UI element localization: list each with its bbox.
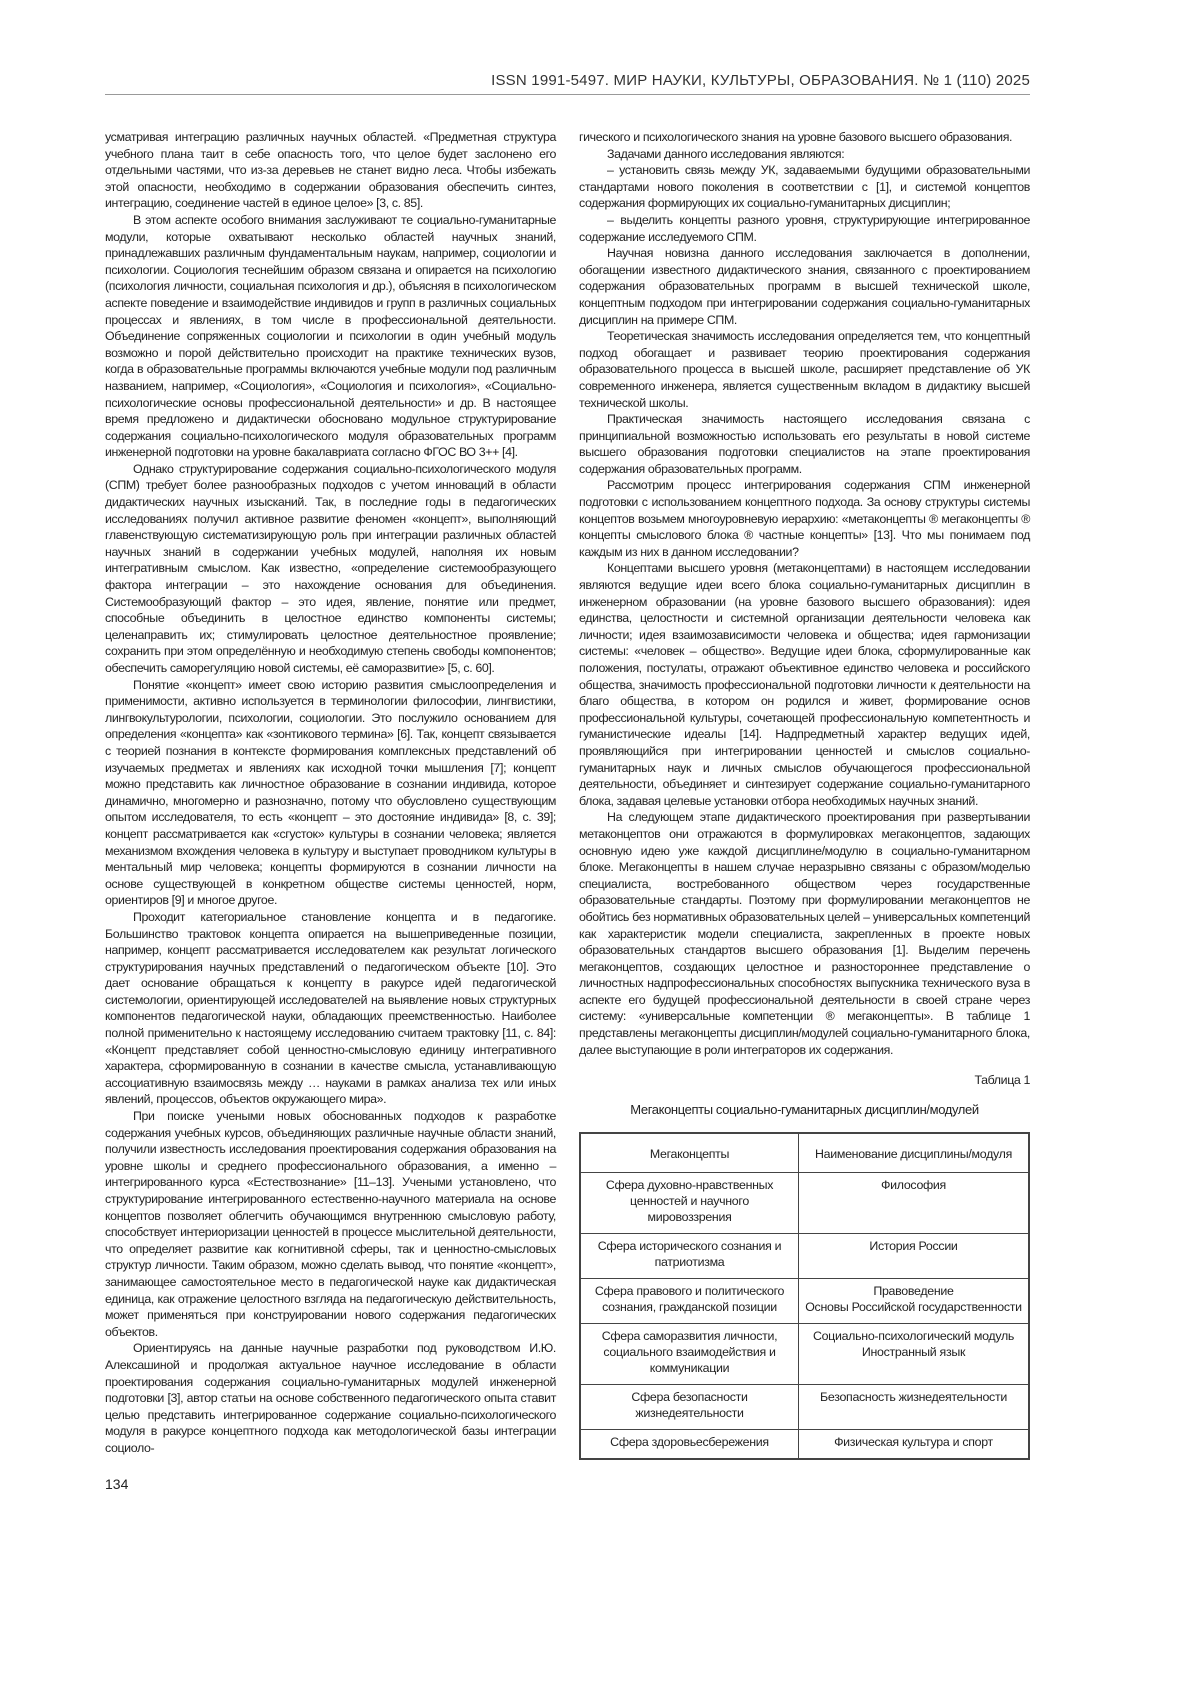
paragraph: На следующем этапе дидактического проектирования при развертывании метаконцептов они отражаются в формулировках мегаконцептов, задающих основную идею уже каждой дисциплине/модулю в социально-гуманитарном блоке. Мегаконцепты в нашем случае неразрывно связаны с образом/моделью специалиста, востребованного обществом через государственные образовательные стандарты. Поэтому при формулировании мегаконцептов не обойтись без нормативных образовательных целей – универсальных компетенций как характеристик модели специалиста, закрепленных в проекте новых образовательных стандартов высшего образования [1]. Выделим перечень мегаконцептов, создающих целостное и разностороннее представление о личностных надпрофессиональных способностях выпускника технического вуза в аспекте его будущей профессиональной деятельности в своей стране через систему: «универсальные компетенции ® мегаконцепты». В таблице 1 представлены мегаконцепты дисциплин/модулей социально-гуманитарного блока, далее выступающие в роли интеграторов их содержания. [579,809,1030,1058]
header-divider [105,94,1030,95]
paragraph: Рассмотрим процесс интегрирования содержания СПМ инженерной подготовки с использованием концептного подхода. За основу структуры системы концептов возьмем многоуровневую иерархию: «метаконцепты ® мегаконцепты ® концепты смыслового блока ® частные концепты» [13]. Что мы понимаем под каждым из них в данном исследовании? [579,477,1030,560]
discipline-name: Безопасность жизнедеятельности [805,1389,1022,1405]
page-number: 134 [105,1476,128,1492]
megaconcepts-table [579,1132,1030,1460]
table-header-cell: Наименование дисциплины/модуля [799,1133,1030,1173]
table-caption: Мегаконцепты социально-гуманитарных дисциплин/модулей [579,1102,1030,1119]
paragraph: Практическая значимость настоящего исследования связана с принципиальной возможностью использовать его результаты в новой системе высшего образования подготовки специалистов на этапе проектирования содержания образовательных программ. [579,411,1030,477]
journal-header: ISSN 1991-5497. МИР НАУКИ, КУЛЬТУРЫ, ОБРАЗОВАНИЯ. № 1 (110) 2025 [105,72,1030,89]
paragraph: Научная новизна данного исследования заключается в дополнении, обогащении известного дидактического знания, связанного с проектированием содержания образовательных программ в высшей технической школе, концептным подходом при интегрировании содержания социально-гуманитарных дисциплин на примере СПМ. [579,245,1030,328]
discipline-cell [799,1430,1030,1460]
table-row [580,1430,1029,1460]
megaconcept-cell: Сфера духовно-нравственных ценностей и научного мировоззрения [580,1173,799,1234]
discipline-name: Правоведение [805,1283,1022,1299]
paragraph: – установить связь между УК, задаваемыми будущими образовательными стандартами нового поколения в соответствии с [1], и системой концептов содержания формирующих их социально-гуманитарных дисциплин; [579,162,1030,212]
paragraph: Однако структурирование содержания социально-психологического модуля (СПМ) требует более разнообразных подходов с учетом инноваций в области дидактических научных изысканий. Так, в последние годы в педагогических исследованиях получил активное развитие феномен «концепт», выполняющий главенствующую систематизирующую роль при интеграции различных областей научных знаний в содержании учебных модулей, наполняя их новым интегративным смыслом. Как известно, «определение системообразующего фактора интеграции – это нахождение основания для объединения. Системообразующий фактор – это идея, явление, понятие или предмет, способные объединить в целостное единство компоненты системы; целенаправить их; стимулировать целостное деятельностное проявление; сохранить при этом определённую и необходимую степень свободы компонентов; обеспечить саморегуляцию новой системы, её саморазвитие» [5, с. 60]. [105,461,556,677]
megaconcept-cell: Сфера исторического сознания и патриотизма [580,1234,799,1279]
megaconcept-cell: Сфера саморазвития личности, социального взаимодействия и коммуникации [580,1324,799,1385]
paragraph: При поиске учеными новых обоснованных подходов к разработке содержания учебных курсов, объединяющих различные научные области знаний, получили известность исследования проектирования содержания образования на уровне школы и среднего профессионального образования, а именно – интегрированного курса «Естествознание» [11–13]. Учеными установлено, что структурирование интегрированного естественно-научного материала на основе концептов позволяет облегчить обучающимся внутреннюю смысловую работу, способствует интериоризации ценностей в процессе мыслительной деятельности, что определяет развитие как когнитивной сферы, так и ценностно-смысловых структур личности. Таким образом, можно сделать вывод, что понятие «концепт», занимающее самостоятельное место в педагогической науке как дидактическая единица, как отражение целостного взгляда на педагогическую действительность, может применяться при конструировании нового содержания педагогических объектов. [105,1108,556,1340]
paragraph: В этом аспекте особого внимания заслуживают те социально-гуманитарные модули, которые охватывают несколько областей научных знаний, принадлежавших различным фундаментальным наукам, например, социологии и психологии. Социология теснейшим образом связана и опирается на психологию (психология личности, социальная психология и др.), объясняя в психологическом аспекте поведение и взаимодействие индивидов и групп в различных социальных процессах и явлениях, в том числе в профессиональной деятельности. Объединение сопряженных социологии и психологии в один учебный модуль возможно и порой действительно происходит на практике технических вузов, когда в образовательные программы включаются учебные модули под различным названием, например, «Социология», «Социология и психология», «Социально-психологические основы профессиональной деятельности» и др. В настоящее время предложено и дидактически обосновано модульное структурирование содержания социально-психологического модуля образовательных программ инженерной подготовки на уровне бакалавриата согласно ФГОС ВО 3++ [4]. [105,212,556,461]
discipline-name: История России [805,1238,1022,1254]
discipline-name: Социально-психологический модуль [805,1328,1022,1344]
discipline-name: Физическая культура и спорт [805,1434,1022,1450]
table-row [580,1173,1029,1234]
paragraph: – выделить концепты разного уровня, структурирующие интегрированное содержание исследуемого СПМ. [579,212,1030,245]
paragraph: Теоретическая значимость исследования определяется тем, что концептный подход обогащает и развивает теорию проектирования содержания образовательного процесса в высшей школе, расширяет представление об УК современного инженера, является существенным вкладом в дидактику высшей технической школы. [579,328,1030,411]
paragraph: усматривая интеграцию различных научных областей. «Предметная структура учебного плана таит в себе опасность того, что целое будет заслонено его отдельными частями, что из-за деревьев не станет видно леса. Чтобы избежать этой опасности, необходимо в содержании образования обеспечить синтез, интеграцию, соединение частей в единое целое» [3, с. 85]. [105,129,556,212]
discipline-cell [799,1279,1030,1324]
discipline-cell [799,1385,1030,1430]
discipline-name: Иностранный язык [805,1344,1022,1360]
table-number: Таблица 1 [579,1072,1030,1089]
paragraph: Ориентируясь на данные научные разработки под руководством И.Ю. Алексашиной и продолжая актуальное научное исследование в области проектирования содержания социально-гуманитарных модулей инженерной подготовки [3], автор статьи на основе собственного педагогического опыта ставит целью представить интегрированное содержание социально-психологического модуля в ракурсе концептного подхода как методологической базы интеграции социоло- [105,1340,556,1456]
discipline-name: Основы Российской государственности [805,1299,1022,1315]
paragraph: Проходит категориальное становление концепта и в педагогике. Большинство трактовок концепта опирается на вышеприведенные позиции, например, концепт рассматривается исследователем как результат логического структурирования научных представлений о педагогическом объекте [10]. Это дает основание обращаться к концепту в ракурсе идей педагогической системологии, ориентирующей исследователей на выявление новых структурных компонентов педагогической науки, обладающих преемственностью. Наиболее полной применительно к настоящему исследованию считаем трактовку [11, с. 84]: «Концепт представляет собой ценностно-смысловую единицу интегративного характера, сформированную в сознании в качестве смысла, устанавливающую ассоциативную взаимосвязь между … науками в рамках анализа тех или иных явлений, процессов, объектов окружающего мира». [105,909,556,1108]
table-row [580,1385,1029,1430]
discipline-cell [799,1324,1030,1385]
paragraph: Понятие «концепт» имеет свою историю развития смыслоопределения и применимости, активно используется в терминологии философии, лингвистики, лингвокультурологии, психологии, социологии. Это послужило основанием для определения «концепта» как «зонтикового термина» [6]. Так, концепт связывается с теорией познания в контексте формирования комплексных представлений об изучаемых предметах и явлениях как исходной точки мышления [7]; концепт можно представить как личностное образование в сознании индивида, которое динамично, многомерно и разнозначно, потому что обусловлено существующим опытом исследователя, то есть «концепт – это достояние индивида» [8, с. 39]; концепт рассматривается как «сгусток» культуры в сознании человека; является механизмом вхождения человека в культуру и выступает проводником культуры в ментальный мир человека; концепты формируются в сознании личности на основе существующей в конкретном обществе системы ценностей, норм, ориентиров [9] и многое другое. [105,677,556,909]
megaconcept-cell: Сфера правового и политического сознания, гражданской позиции [580,1279,799,1324]
table-row [580,1234,1029,1279]
paragraph: гического и психологического знания на уровне базового высшего образования. [579,129,1030,146]
left-column [105,129,556,1457]
megaconcept-cell: Сфера здоровьесбережения [580,1430,799,1460]
right-column [579,129,1030,1460]
table-header-cell: Мегаконцепты [580,1133,799,1173]
table-row [580,1324,1029,1385]
paragraph: Задачами данного исследования являются: [579,146,1030,163]
megaconcept-cell: Сфера безопасности жизнедеятельности [580,1385,799,1430]
table-row [580,1279,1029,1324]
discipline-cell [799,1234,1030,1279]
paragraph: Концептами высшего уровня (метаконцептами) в настоящем исследовании являются ведущие идеи всего блока социально-гуманитарных дисциплин в инженерном образовании (на уровне базового высшего образования): идея единства, целостности и системной организации деятельности человека как личности; идея взаимозависимости человека и общества; идея гармонизации системы: «человек – общество». Ведущие идеи блока, сформулированные как положения, постулаты, отражают объективное единство человека и российского общества, значимость профессиональной подготовки личности к деятельности на благо общества, в котором он родился и живет, формирование основ профессиональной культуры, сочетающей профессиональную компетентность и гуманистические идеалы [14]. Надпредметный характер ведущих идей, проявляющийся при интегрировании ценностей и смыслов социально-гуманитарных наук и личных смыслов обучающегося профессиональной деятельности, объединяет и синтезирует содержание социально-гуманитарного блока, задавая целевые установки отбора необходимых научных знаний. [579,560,1030,809]
discipline-name: Философия [805,1177,1022,1193]
discipline-cell [799,1173,1030,1234]
